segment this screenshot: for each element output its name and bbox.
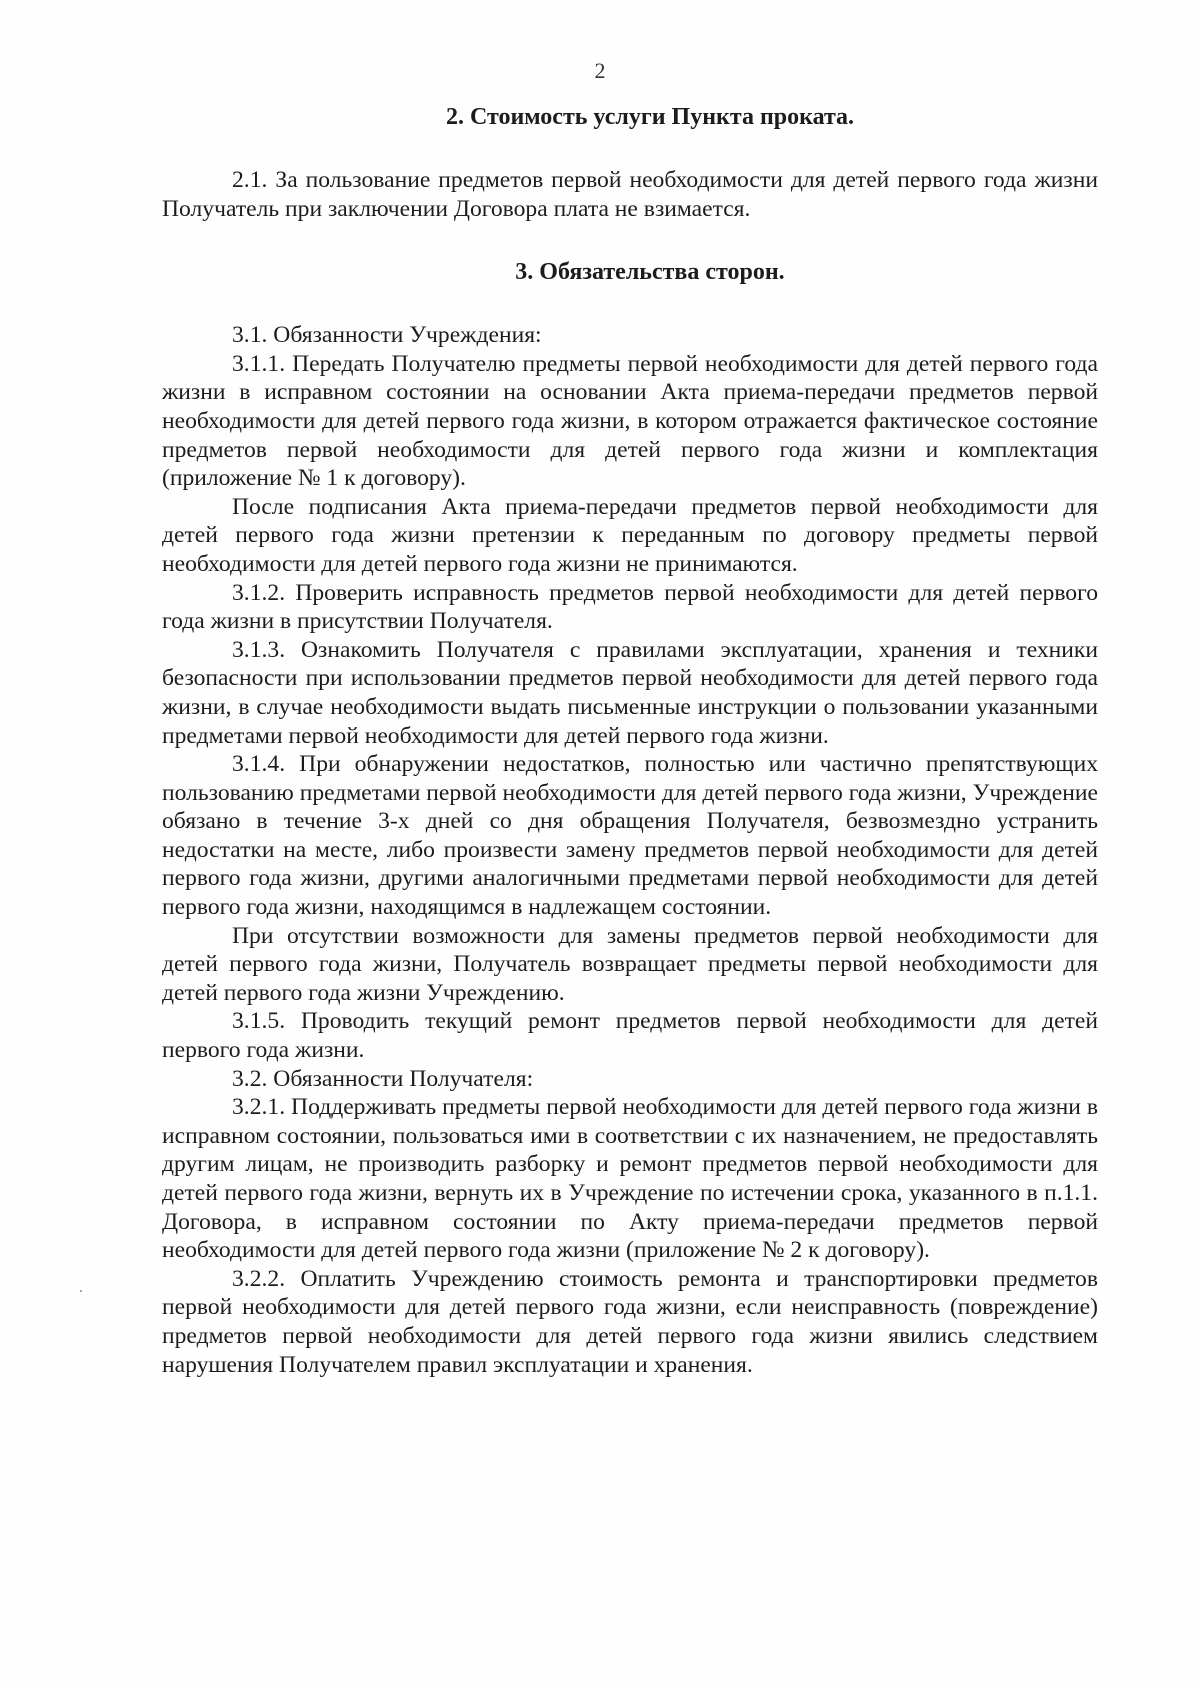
section-3-heading: 3. Обязательства сторон. <box>515 259 785 286</box>
page-number: 2 <box>594 58 606 83</box>
paragraph-3-1-5: 3.1.5. Проводить текущий ремонт предметов первой необходимости для детей первого года жизни. <box>162 1008 1098 1064</box>
paragraph-3-1-4: 3.1.4. При обнаружении недостатков, полностью или частично препятствующих пользованию предметами первой необходимости для детей первого года жизни, Учреждение обязано в течение 3-х дней со дня обращения Получателя, безвозмездно устранить недостатки на месте, либо произвести замену предметов первой необходимости для детей первого года жизни, другими аналогичными предметами первой необходимости для детей первого года жизни, находящимся в надлежащем состоянии. <box>162 751 1098 921</box>
paragraph-3-2-2: 3.2.2. Оплатить Учреждению стоимость ремонта и транспортировки предметов первой необходимости для детей первого года жизни, если неисправность (повреждение) предметов первой необходимости для детей первого года жизни явились следствием нарушения Получателем правил эксплуатации и хранения. <box>162 1265 1098 1378</box>
section-2-heading: 2. Стоимость услуги Пункта проката. <box>445 104 855 130</box>
paragraph-3-1-1: 3.1.1. Передать Получателю предметы первой необходимости для детей первого года жизни в исправном состоянии на основании Акта приема-передачи предметов первой необходимости для детей первого года жизни, в котором отражается фактическое состояние предметов первой необходимости для детей первого года жизни и комплектация (приложение № 1 к договору). <box>162 350 1098 492</box>
paragraph-2-1: 2.1. За пользование предметов первой необходимости для детей первого года жизни Получатель при заключении Договора плата не взимается. <box>162 167 1098 222</box>
paragraph-3-1-1-continued: После подписания Акта приема-передачи предметов первой необходимости для детей первого года жизни претензии к переданным по договору предметы первой необходимости для детей первого года жизни не принимаются. <box>162 493 1098 577</box>
paragraph-3-2: 3.2. Обязанности Получателя: <box>232 1065 534 1092</box>
paragraph-3-2-1: 3.2.1. Поддерживать предметы первой необходимости для детей первого года жизни в исправном состоянии, пользоваться ими в соответствии с их назначением, не предоставлять другим лицам, не производить разборку и ремонт предметов первой необходимости для детей первого года жизни, вернуть их в Учреждение по истечении срока, указанного в п.1.1. Договора, в исправном состоянии по Акту приема-передачи предметов первой необходимости для детей первого года жизни (приложение № 2 к договору). <box>162 1094 1098 1264</box>
paragraph-3-1-2: 3.1.2. Проверить исправность предметов первой необходимости для детей первого года жизни в присутствии Получателя. <box>162 579 1098 635</box>
document-body <box>162 102 1098 1379</box>
scan-speck <box>80 1290 82 1292</box>
paragraph-3-1-4-continued: При отсутствии возможности для замены предметов первой необходимости для детей первого года жизни, Получатель возвращает предметы первой необходимости для детей первого года жизни Учреждению. <box>162 922 1098 1006</box>
paragraph-3-1-3: 3.1.3. Ознакомить Получателя с правилами эксплуатации, хранения и техники безопасности при использовании предметов первой необходимости для детей первого года жизни, в случае необходимости выдать письменные инструкции о пользовании указанными предметами первой необходимости для детей первого года жизни. <box>162 636 1098 749</box>
paragraph-3-1: 3.1. Обязанности Учреждения: <box>232 322 542 349</box>
